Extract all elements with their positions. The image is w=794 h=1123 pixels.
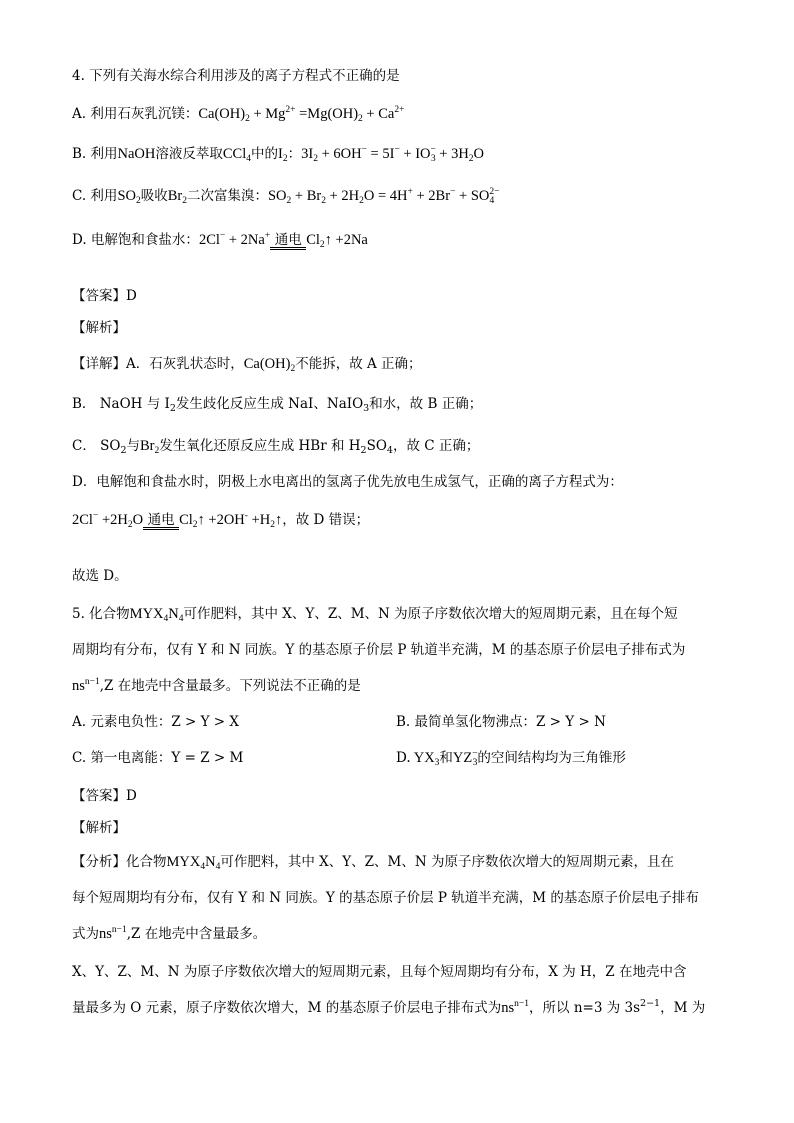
text-run: MYX [129,606,164,622]
q4-detail-d [72,472,623,492]
text-run: CCl [222,146,247,162]
text-run [501,1000,529,1016]
text-run: 【详解】A．石灰乳状态时， [72,356,244,372]
text-run: ↑ +2OH [197,512,245,528]
q4-stem [72,66,400,86]
text-run: B． NaOH 与 I [72,396,170,412]
text-run [278,146,288,162]
subscript: 2 [319,240,325,250]
text-run: 发生歧化反应生成 NaI、NaIO [175,396,364,412]
text-run: 溶液反萃取 [155,146,223,162]
text-run [72,678,100,694]
text-run: Br [139,438,155,454]
q5-fenxi-line3 [72,924,266,944]
text-run: 【解析】 [72,820,126,836]
superscript: − [472,749,478,759]
text-run: 【答案】D [72,788,137,804]
subscript: 4 [215,862,221,872]
text-run [72,512,143,528]
text-run: ↑ [274,512,283,528]
subscript: 2 [360,445,367,456]
subscript: 2 [245,114,250,124]
text-run: 【答案】D [72,288,137,304]
subscript: 2 [270,520,275,530]
text-run: 和水，故 B 正确； [369,396,483,412]
q5-option-d [396,748,626,768]
subscript: 3 [472,758,478,768]
text-run: + 2Br [412,188,451,204]
text-run: 故选 D。 [72,568,128,584]
superscript: − [394,145,400,155]
q5-fenxi-line2 [72,888,699,908]
subscript: 2 [282,154,288,164]
superscript: n−1 [84,677,100,687]
text-run: Cl [306,232,320,248]
q5-analysis-heading [72,818,126,838]
superscript: − [450,187,456,197]
electrolysis-arrow-2 [143,513,179,530]
text-run: B. 利用 [72,146,118,162]
text-run: Br [167,188,183,204]
subscript: 3 [430,154,436,164]
text-run: 中的 [251,146,278,162]
text-run: Ca(OH) [198,106,246,122]
text-run: D. 电解饱和食盐水： [72,232,199,248]
text-run: ns [99,926,112,942]
text-run: 可作肥料，其中 X、Y、Z、M、N 为原子序数依次增大的短周期元素，且在 [220,854,674,870]
text-run: 与 [126,438,140,454]
q5-option-a [72,712,239,732]
text-run: YZ [452,750,473,766]
text-run [130,606,184,622]
q5-option-b [396,712,606,732]
text-run [267,187,500,206]
text-run: ns [501,1000,515,1016]
text-run: 【分析】化合物 [72,854,167,870]
superscript: + [264,231,271,241]
text-run: N [168,606,179,622]
text-run: + Mg [249,106,286,122]
q4-detail-c [72,436,479,456]
text-run: + 2H [325,188,360,204]
text-run: O = 4H [363,188,408,204]
subscript: 3 [434,758,440,768]
q4-analysis-heading [72,318,126,338]
q4-correct-equation [72,506,369,534]
text-run: 吸收 [140,188,168,204]
text-run: O [473,146,485,162]
text-run: 和 [439,750,453,766]
text-run [140,438,159,454]
text-run: ns [72,678,85,694]
subscript: 4 [386,445,393,456]
text-run: O [132,512,144,528]
q5-option-c [72,748,243,768]
text-run: B. 最简单氢化物沸点：Z > Y > N [396,714,606,730]
text-run: 式为 [72,926,99,942]
text-run: + 3H [435,146,469,162]
text-run: Ca(OH) [243,356,291,372]
text-run [411,750,440,766]
subscript: 2 [182,196,187,206]
text-run [244,356,295,372]
text-run: I [278,146,283,162]
text-run [99,926,127,942]
text-run: SO [267,188,287,204]
text-run: 3I [301,146,314,162]
text-run [199,232,270,248]
text-run: 发生氧化还原反应生成 HBr 和 H [159,438,361,454]
text-run: 可作肥料，其中 X、Y、Z、M、N 为原子序数依次增大的短周期元素，且在每个短 [183,606,678,622]
text-run: + SO [455,188,490,204]
text-run: MYX [166,854,201,870]
subscript: 2 [127,520,133,530]
text-run: N [205,854,216,870]
text-run: C． SO [72,438,121,454]
electrolysis-arrow [270,233,306,250]
q4-answer [72,286,137,306]
subscript: 4 [178,614,184,624]
q4-option-c [72,186,500,206]
q5-paragraph-line1 [72,962,686,982]
text-run: 5. 化合物 [72,606,130,622]
text-run: + 2Na [225,232,265,248]
text-run: D．电解饱和食盐水时，阴极上水电离出的氢离子优先放电生成氢气，正确的离子方程式为： [72,474,623,490]
q5-stem-line2 [72,640,685,660]
text-run: C. 第一电离能：Y = Z > M [72,750,244,766]
text-run: ,Z 在地壳中含量最多。 [126,926,267,942]
text-run: ，M 为 [660,1000,706,1016]
text-run [301,146,484,162]
subscript: 2 [468,154,474,164]
text-run: + 6OH [317,146,362,162]
text-run [167,854,221,870]
text-run [168,188,187,204]
q5-stem-line1 [72,604,678,624]
superscript: − [92,511,99,521]
q4-option-a [72,104,404,124]
subscript: 2 [154,446,160,456]
q4-conclusion [72,566,128,586]
q5-stem-line3 [72,676,361,696]
subscript: 2 [359,196,364,206]
text-run: ↑ +2Na [324,232,368,248]
superscript: 2+ [394,105,405,115]
text-run: ： [287,146,302,162]
subscript: 3 [363,403,370,414]
text-run: SO [366,438,387,454]
text-run: ，故 C 正确； [392,438,480,454]
text-run: X、Y、Z、M、N 为原子序数依次增大的短周期元素，且每个短周期均有分布，X 为 H，Z 在地壳中含 [72,964,687,980]
text-run: +H [247,512,271,528]
superscript: 2+ [285,105,296,115]
subscript: 2 [358,114,363,124]
q4-detail-a [72,354,422,374]
q4-option-b [72,144,484,164]
q5-paragraph-line2 [72,998,705,1018]
text-run: + IO [399,146,431,162]
text-run: 量最多为 O 元素，原子序数依次增大，M 的基态原子价层电子排布式为 [72,1000,502,1016]
q4-option-d [72,226,368,254]
text-run: +2H [98,512,128,528]
text-run: A. 元素电负性：Z > Y > X [72,714,240,730]
text-run [117,188,140,204]
text-run: 每个短周期均有分布，仅有 Y 和 N 同族。Y 的基态原子价层 P 轨道半充满，M 的基态原子价层电子排布 [72,890,699,906]
text-run: SO [117,188,136,204]
text-run: A. 利用石灰乳沉镁： [72,106,199,122]
text-run: 2Cl [198,232,220,248]
subscript: 4 [489,196,495,206]
subscript: 4 [246,154,251,164]
text-run [306,232,368,248]
subscript: 4 [200,862,206,872]
subscript: 2 [290,364,296,374]
text-run [223,146,251,162]
superscript: − [430,145,436,155]
superscript: − [361,145,367,155]
text-run: 的空间结构均为三角锥形 [477,750,626,766]
superscript: n−1 [111,925,127,935]
subscript: 2 [321,196,326,206]
text-run: + Br [291,188,322,204]
q5-answer [72,786,137,806]
subscript: 2 [169,403,176,414]
text-run: 通电 [147,512,175,528]
subscript: 2 [313,154,318,164]
subscript: 2 [135,196,141,206]
text-run: 二次富集溴： [186,188,268,204]
text-run: 4. 下列有关海水综合利用涉及的离子方程式不正确的是 [72,68,400,84]
text-run: 【解析】 [72,320,126,336]
superscript: n−1 [514,999,530,1009]
text-run: =Mg(OH) [295,106,359,122]
subscript: 2 [286,196,292,206]
subscript: 2 [192,520,198,530]
superscript: − [219,231,226,241]
text-run: = 5I [366,146,395,162]
superscript: 2− [489,187,500,197]
text-run: 2Cl [72,512,93,528]
text-run [179,512,282,528]
text-run: Cl [179,512,193,528]
text-run: NaOH [117,146,156,162]
text-run: ,Z 在地壳中含量最多。下列说法不正确的是 [99,678,361,694]
text-run: 通电 [274,232,302,248]
text-run: YX [410,750,435,766]
text-run: 不能拆，故 A 正确； [295,356,422,372]
q5-fenxi-line1 [72,852,674,872]
subscript: 4 [163,614,169,624]
text-run [453,750,477,766]
subscript: 2 [120,445,127,456]
text-run: 周期均有分布，仅有 Y 和 N 同族。Y 的基态原子价层 P 轨道半充满，M 的基态原子价层电子排布式为 [72,642,686,658]
superscript: + [407,187,413,197]
superscript: 2−1 [640,998,661,1009]
text-run: D. [396,750,411,766]
q4-detail-b [72,394,482,414]
text-run: ，故 D 错误； [282,512,370,528]
text-run: C. 利用 [72,188,118,204]
superscript: - [244,511,248,521]
text-run: + Ca [362,106,395,122]
text-run [198,106,404,122]
text-run: ，所以 n=3 为 3s [529,1000,641,1016]
